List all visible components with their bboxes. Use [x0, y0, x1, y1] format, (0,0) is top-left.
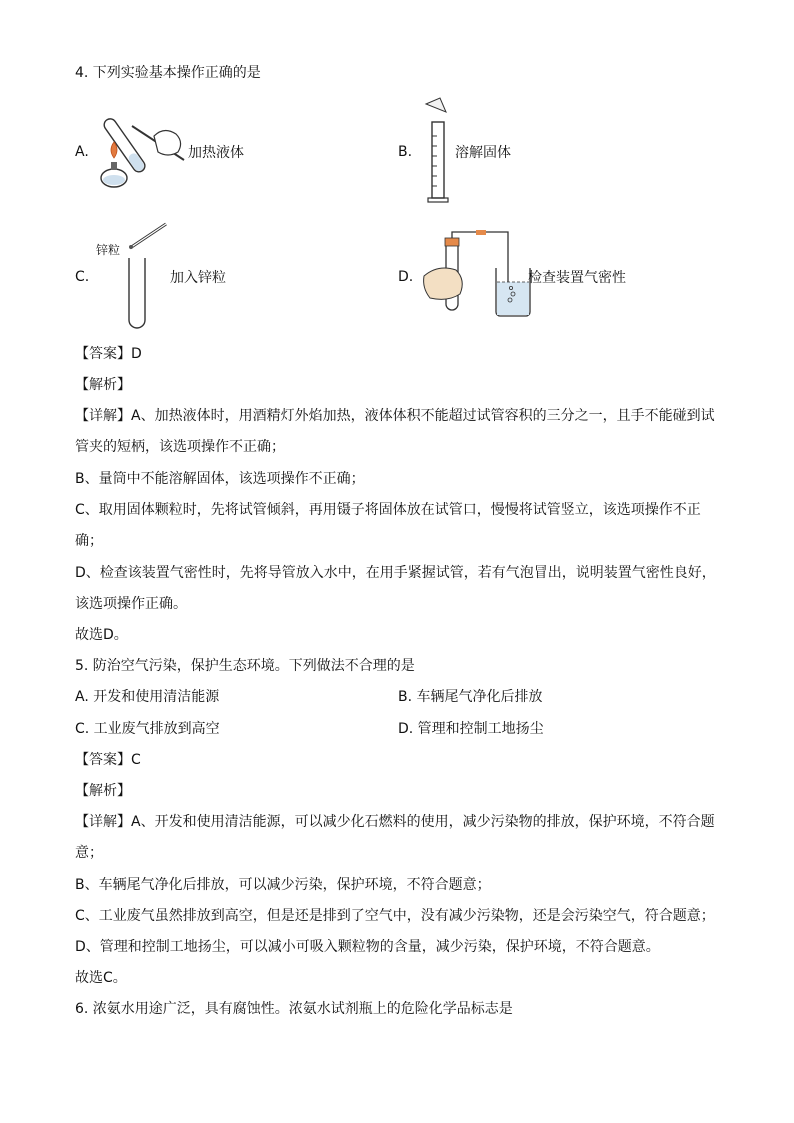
option-d-caption: 检查装置气密性	[528, 270, 626, 286]
q5-detail-line: 故选C。	[75, 970, 127, 986]
q4-detail-line: 【详解】A、加热液体时，用酒精灯外焰加热，液体体积不能超过试管容积的三分之一，且手不能碰到试	[75, 408, 715, 424]
q5-option-b: B. 车辆尾气净化后排放	[398, 689, 543, 705]
q5-answer: 【答案】C	[75, 752, 141, 768]
q5-detail-line: D、管理和控制工地扬尘，可以减小可吸入颗粒物的含量，减少污染，保护环境，不符合题意。	[75, 939, 660, 955]
q5-detail-line: 【详解】A、开发和使用清洁能源，可以减少化石燃料的使用，减少污染物的排放，保护环境，不符合题	[75, 814, 715, 830]
q4-answer: 【答案】D	[75, 346, 142, 362]
q4-detail-line: C、取用固体颗粒时，先将试管倾斜，再用镊子将固体放在试管口，慢慢将试管竖立，该选项操作不正	[75, 502, 701, 518]
q5-analysis-title: 【解析】	[75, 783, 131, 799]
option-c-caption: 加入锌粒	[170, 270, 226, 286]
question-6-stem: 6. 浓氨水用途广泛，具有腐蚀性。浓氨水试剂瓶上的危险化学品标志是	[75, 1001, 513, 1017]
q5-option-c: C. 工业废气排放到高空	[75, 721, 220, 737]
airtightness-check-figure	[420, 230, 532, 322]
zinc-test-tube-figure	[120, 218, 170, 330]
question-4-stem: 4. 下列实验基本操作正确的是	[75, 65, 261, 81]
option-b-caption: 溶解固体	[455, 145, 511, 161]
q5-detail-line: 意；	[75, 845, 103, 861]
q5-option-a: A. 开发和使用清洁能源	[75, 689, 220, 705]
q4-detail-line: D、检查该装置气密性时，先将导管放入水中，在用手紧握试管，若有气泡冒出，说明装置气密性良好，	[75, 565, 716, 581]
q4-detail-line: 故选D。	[75, 627, 128, 643]
q4-analysis-title: 【解析】	[75, 377, 131, 393]
q4-detail-line: 该选项操作正确。	[75, 596, 187, 612]
option-a-letter: A.	[75, 144, 89, 160]
measuring-cylinder-figure	[420, 96, 456, 206]
question-5-stem: 5. 防治空气污染，保护生态环境。下列做法不合理的是	[75, 658, 415, 674]
q5-detail-line: C、工业废气虽然排放到高空，但是还是排到了空气中，没有减少污染物，还是会污染空气，符合题意；	[75, 908, 715, 924]
heating-liquid-figure	[92, 106, 192, 194]
q4-detail-line: B、量筒中不能溶解固体，该选项操作不正确；	[75, 471, 365, 487]
q4-detail-line: 确；	[75, 533, 103, 549]
zinc-label: 锌粒	[96, 243, 121, 257]
option-b-letter: B.	[398, 144, 413, 160]
option-d-letter: D.	[398, 269, 414, 285]
q4-detail-line: 管夹的短柄，该选项操作不正确；	[75, 439, 285, 455]
option-a-caption: 加热液体	[188, 145, 244, 161]
q5-detail-line: B、车辆尾气净化后排放，可以减少污染，保护环境，不符合题意；	[75, 877, 491, 893]
option-c-letter: C.	[75, 269, 90, 285]
q5-option-d: D. 管理和控制工地扬尘	[398, 721, 544, 737]
